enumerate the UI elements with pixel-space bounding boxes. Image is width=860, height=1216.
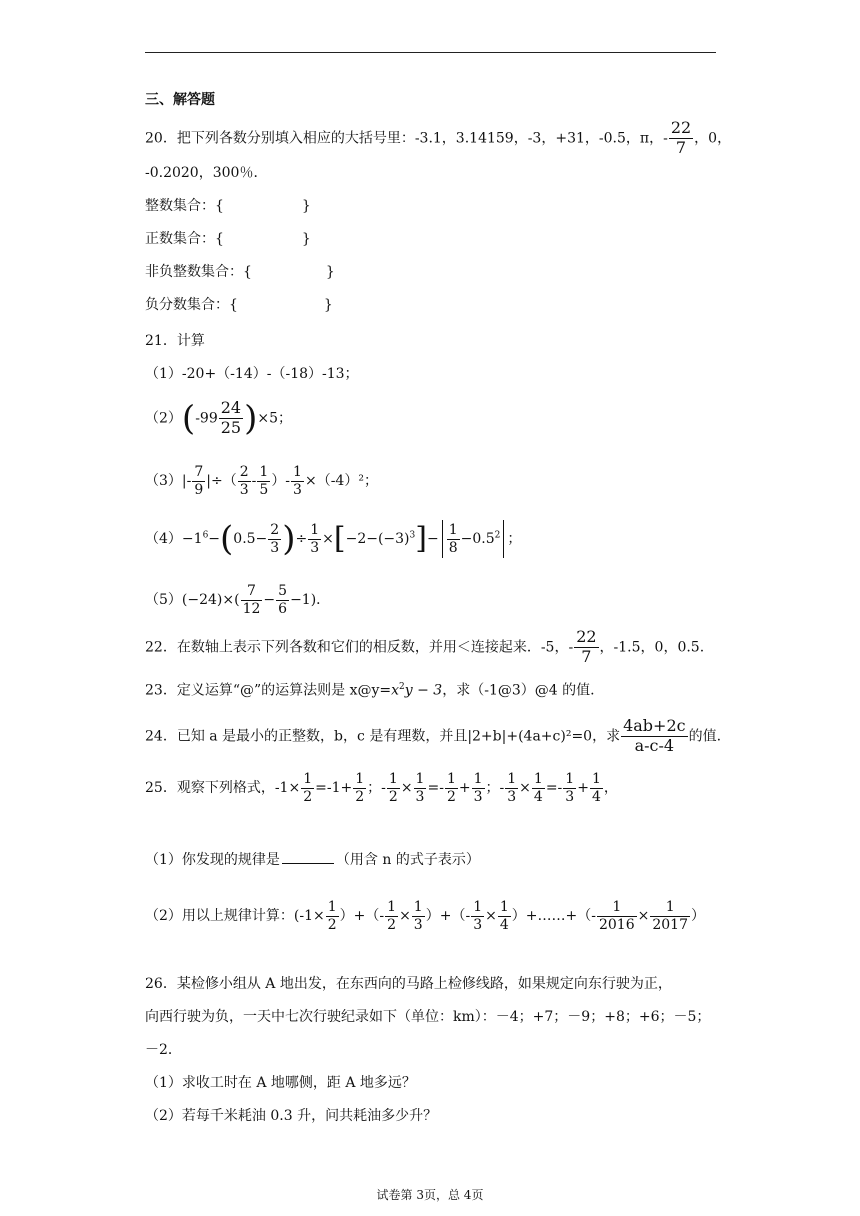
q20-text-a: 20．把下列各数分别填入相应的大括号里：-3.1，3.14159，-3，+31，-0.5，π，-	[145, 130, 668, 147]
set-integers: 整数集合：{ }	[145, 198, 311, 214]
q26-line2: 向西行驶为负，一天中七次行驶纪录如下（单位：km）：－4；+7；－9；+8；+6；－5；	[145, 1009, 711, 1025]
q21-part1: （1）-20+（-14）-（-18）-13；	[145, 366, 359, 382]
q21-part5: （5）(−24)×( $\frac{7}{12}$ − $\frac{5}{6}$ −1)．	[145, 583, 331, 617]
q26-line3: －2．	[145, 1042, 182, 1058]
q23: 23．定义运算“@”的运算法则是 $x@y=x^2y - 3$，求（-1@3）@4 的值.	[145, 682, 595, 699]
q20-text-b: ，0，	[694, 130, 732, 147]
q26-part2: （2）若每千米耗油 0.3 升，问共耗油多少升？	[145, 1108, 438, 1124]
header-rule	[145, 52, 716, 53]
set-negative-fractions: 负分数集合：{ }	[145, 297, 333, 313]
q25-part2: （2）用以上规律计算：(-1× $\frac{1}{2}$ ）+（- $\frac{1}{2}$ × $\frac{1}{3}$ ）+（- $\frac{1}{3}$ × $\frac{1}{4}$ ）+……+（- $\frac{1}{2016}$ × $\frac{1}{2017}$ ）	[145, 899, 705, 933]
q25-part1: （1）你发现的规律是 （用含 n 的式子表示）	[145, 852, 480, 868]
page-footer: 试卷第 3页，总 4页	[376, 1188, 484, 1202]
set-nonnegative-integers: 非负整数集合：{ }	[145, 264, 335, 280]
answer-blank[interactable]	[282, 863, 334, 864]
q20-line1	[145, 120, 731, 157]
q21-part2: （2）(-99 $\frac{24}{25}$ )×5；	[145, 398, 292, 439]
q20-line2: -0.2020，300％．	[145, 165, 268, 181]
q21-part3: （3）|- $\frac{7}{9}$ |÷（ $\frac{2}{3}$ - $\frac{1}{5}$ ）- $\frac{1}{3}$ ×（-4）²；	[145, 464, 378, 498]
section-title: 三、解答题	[145, 92, 215, 108]
q21-title: 21．计算	[145, 333, 205, 349]
q26-part1: （1）求收工时在 A 地哪侧，距 A 地多远？	[145, 1075, 416, 1091]
q20-fraction: $\frac{22}{7}$	[670, 118, 692, 157]
q26-line1: 26．某检修小组从 A 地出发，在东西向的马路上检修线路，如果规定向东行驶为正，	[145, 976, 672, 992]
set-positive: 正数集合：{ }	[145, 231, 311, 247]
q25-intro: 25．观察下列格式，-1× $\frac{1}{2}$ =-1+ $\frac{1}{2}$ ；- $\frac{1}{2}$ × $\frac{1}{3}$ =- $\frac{1}{2}$ + $\frac{1}{3}$ ；- $\frac{1}{3}$ × $\frac{1}{4}$ =- $\frac{1}{3}$ + $\frac{1}{4}$ ，	[145, 771, 618, 805]
q22: 22．在数轴上表示下列各数和它们的相反数，并用＜连接起来．-5，- $\frac{22}{7}$ ，-1.5，0，0.5.	[145, 627, 705, 666]
q21-part4: $(4)-1^6-(0.5-$ $\frac{2}{3}$ )÷ $\frac{1}{3}$ $\times[-2-(-3)^3]-$ $\frac{1}{8}$ $-0.5^2$ ；	[145, 519, 522, 559]
q24: 24．已知 a 是最小的正整数，b，c 是有理数，并且|2+b|+(4a+c)²=0，求 $\frac{4ab+2c}{a-c-4}$ 的值.	[145, 716, 722, 755]
